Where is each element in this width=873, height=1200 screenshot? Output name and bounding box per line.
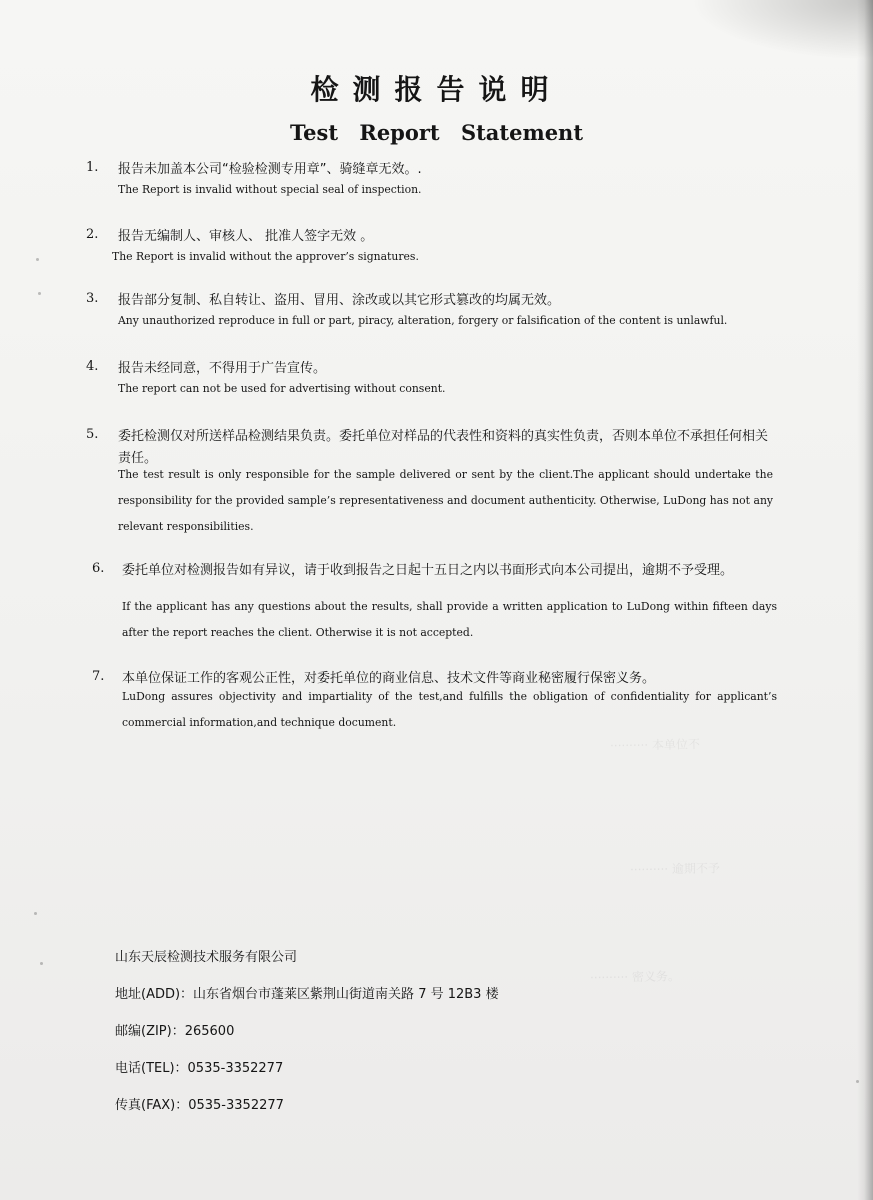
scan-speck (36, 258, 39, 261)
item-text-en: If the applicant has any questions about the results, shall provide a written application to LuDong within fifteen days after the report reaches the client. Otherwise it is not accepted. (122, 600, 777, 639)
page-title-cn: 检测报告说明 (310, 73, 563, 106)
page-title-en: Test Report Statement (289, 120, 584, 145)
item-text-cn: 委托单位对检测报告如有异议，请于收到报告之日起十五日之内以书面形式向本公司提出，逾期不予受理。 (122, 563, 734, 578)
item-text-cn: 报告无编制人、审核人、 批准人签字无效 。 (118, 229, 374, 244)
item-text-cn: 报告未经同意，不得用于广告宣传。 (118, 361, 327, 376)
item-text-en: The Report is invalid without the approver’s signatures. (112, 250, 419, 263)
company-zip: 邮编(ZIP)：265600 (115, 1024, 235, 1039)
bleed-through-text: ·········· 逾期不予 (629, 861, 721, 877)
item-text-en: The Report is invalid without special seal of inspection. (118, 183, 422, 196)
item-text-cn: 报告未加盖本公司“检验检测专用章”、骑缝章无效。. (118, 162, 422, 177)
company-contact-block (115, 946, 499, 1131)
item-text-cn: 报告部分复制、私自转让、盗用、冒用、涂改或以其它形式篡改的均属无效。 (118, 293, 561, 308)
company-name: 山东天辰检测技术服务有限公司 (115, 950, 298, 965)
scan-speck (40, 962, 43, 965)
bleed-through-text: ·········· 密义务。 (589, 969, 681, 985)
item-number: 7. (92, 669, 105, 684)
scan-speck (34, 912, 37, 915)
scan-shadow (690, 0, 873, 60)
item-text-cn: 本单位保证工作的客观公正性，对委托单位的商业信息、技术文件等商业秘密履行保密义务。 (122, 671, 656, 686)
item-number: 2. (86, 227, 99, 242)
company-fax: 传真(FAX)：0535-3352277 (115, 1098, 284, 1113)
item-text-en: The test result is only responsible for the sample delivered or sent by the client.The applicant should undertake the responsibility for the provided sample’s representativeness and document authenticity. Otherwise, LuDong has not any relevant responsibilities. (118, 468, 773, 533)
bleed-through-text: ·········· 本单位不 (609, 737, 701, 753)
company-tel: 电话(TEL)：0535-3352277 (115, 1061, 284, 1076)
company-address: 地址(ADD)：山东省烟台市蓬莱区紫荆山街道南关路 7 号 12B3 楼 (115, 987, 499, 1002)
page-edge-shadow (857, 0, 873, 1200)
item-number: 4. (86, 359, 99, 374)
scan-speck (38, 292, 41, 295)
item-number: 5. (86, 427, 99, 442)
item-number: 3. (86, 291, 99, 306)
item-number: 6. (92, 561, 105, 576)
item-text-en: Any unauthorized reproduce in full or part, piracy, alteration, forgery or falsification of the content is unlawful. (118, 314, 728, 327)
item-number: 1. (86, 160, 99, 175)
scan-speck (856, 1080, 859, 1083)
item-text-en: The report can not be used for advertising without consent. (118, 382, 446, 395)
item-text-en: LuDong assures objectivity and impartiality of the test,and fulfills the obligation of confidentiality for applicant’s commercial information,and technique document. (122, 690, 777, 729)
item-text-cn: 委托检测仅对所送样品检测结果负责。委托单位对样品的代表性和资料的真实性负责，否则本单位不承担任何相关责任。 (118, 429, 769, 466)
